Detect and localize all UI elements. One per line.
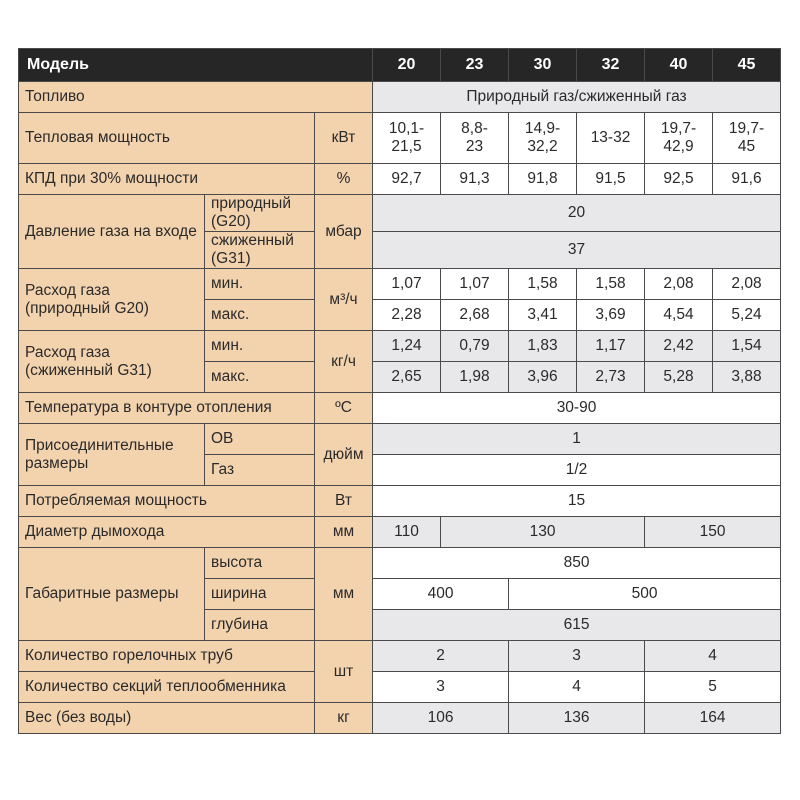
efficiency-value: 92,5 — [645, 164, 713, 195]
weight-value: 106 — [373, 703, 509, 734]
gas-flow-natural-max-value: 2,68 — [441, 300, 509, 331]
model-header: Модель — [19, 49, 373, 82]
flue-diameter-value: 110 — [373, 517, 441, 548]
dimensions-width-value: 500 — [509, 579, 781, 610]
gas-flow-natural-min-value: 2,08 — [713, 269, 781, 300]
gas-flow-natural-min-value: 1,58 — [509, 269, 577, 300]
gas-flow-natural-max-value: 5,24 — [713, 300, 781, 331]
dimensions-unit: мм — [315, 548, 373, 641]
row-flue-diameter — [19, 517, 781, 548]
row-gas-pressure-natural — [19, 195, 781, 232]
weight-unit: кг — [315, 703, 373, 734]
gas-flow-lpg-max-value: 5,28 — [645, 362, 713, 393]
gas-flow-lpg-min-value: 0,79 — [441, 331, 509, 362]
heating-temp-value: 30-90 — [373, 393, 781, 424]
heat-power-value: 19,7- 42,9 — [645, 113, 713, 164]
burner-tubes-unit: шт — [315, 641, 373, 703]
dimensions-label: Габаритные размеры — [19, 548, 205, 641]
connections-ov-label: ОВ — [205, 424, 315, 455]
power-consumption-value: 15 — [373, 486, 781, 517]
gas-flow-lpg-max-value: 2,65 — [373, 362, 441, 393]
weight-label: Вес (без воды) — [19, 703, 315, 734]
row-gas-flow-natural-min — [19, 269, 781, 300]
model-column-header: 30 — [509, 49, 577, 82]
gas-pressure-lpg-value: 37 — [373, 232, 781, 269]
gas-flow-lpg-max-value: 3,88 — [713, 362, 781, 393]
efficiency-unit: % — [315, 164, 373, 195]
connections-gas-label: Газ — [205, 455, 315, 486]
gas-flow-lpg-min-value: 1,24 — [373, 331, 441, 362]
gas-flow-natural-max-value: 2,28 — [373, 300, 441, 331]
row-fuel — [19, 82, 781, 113]
flue-diameter-unit: мм — [315, 517, 373, 548]
dimensions-width-label: ширина — [205, 579, 315, 610]
gas-flow-lpg-min-value: 1,17 — [577, 331, 645, 362]
power-consumption-label: Потребляемая мощность — [19, 486, 315, 517]
gas-flow-natural-min-value: 1,58 — [577, 269, 645, 300]
efficiency-value: 92,7 — [373, 164, 441, 195]
efficiency-label: КПД при 30% мощности — [19, 164, 315, 195]
efficiency-value: 91,8 — [509, 164, 577, 195]
fuel-value: Природный газ/сжиженный газ — [373, 82, 781, 113]
gas-flow-natural-unit: м³/ч — [315, 269, 373, 331]
gas-flow-natural-max-value: 4,54 — [645, 300, 713, 331]
weight-value: 136 — [509, 703, 645, 734]
row-weight — [19, 703, 781, 734]
specifications-table — [18, 48, 781, 734]
row-efficiency — [19, 164, 781, 195]
gas-flow-lpg-min-value: 1,54 — [713, 331, 781, 362]
heating-temp-label: Температура в контуре отопления — [19, 393, 315, 424]
dimensions-width-value: 400 — [373, 579, 509, 610]
heat-exchanger-sections-label: Количество секций теплообменника — [19, 672, 315, 703]
flue-diameter-label: Диаметр дымохода — [19, 517, 315, 548]
gas-pressure-natural-label: природный (G20) — [205, 195, 315, 232]
gas-flow-natural-min-value: 2,08 — [645, 269, 713, 300]
heat-exchanger-sections-value: 3 — [373, 672, 509, 703]
gas-flow-natural-min-value: 1,07 — [441, 269, 509, 300]
gas-flow-natural-label: Расход газа (природный G20) — [19, 269, 205, 331]
burner-tubes-value: 2 — [373, 641, 509, 672]
gas-flow-natural-max-value: 3,41 — [509, 300, 577, 331]
dimensions-height-value: 850 — [373, 548, 781, 579]
dimensions-depth-value: 615 — [373, 610, 781, 641]
connections-ov-value: 1 — [373, 424, 781, 455]
gas-flow-lpg-min-value: 2,42 — [645, 331, 713, 362]
heat-exchanger-sections-value: 4 — [509, 672, 645, 703]
efficiency-value: 91,6 — [713, 164, 781, 195]
burner-tubes-label: Количество горелочных труб — [19, 641, 315, 672]
gas-flow-natural-max-label: макс. — [205, 300, 315, 331]
heat-power-label: Тепловая мощность — [19, 113, 315, 164]
gas-flow-lpg-max-value: 2,73 — [577, 362, 645, 393]
heat-power-value: 14,9- 32,2 — [509, 113, 577, 164]
row-heating-temp — [19, 393, 781, 424]
heat-power-value: 19,7- 45 — [713, 113, 781, 164]
efficiency-value: 91,3 — [441, 164, 509, 195]
row-connections-ov — [19, 424, 781, 455]
burner-tubes-value: 3 — [509, 641, 645, 672]
row-burner-tubes — [19, 641, 781, 672]
model-column-header: 23 — [441, 49, 509, 82]
connections-label: Присоединительные размеры — [19, 424, 205, 486]
row-power-consumption — [19, 486, 781, 517]
model-column-header: 32 — [577, 49, 645, 82]
heat-power-unit: кВт — [315, 113, 373, 164]
gas-flow-lpg-max-value: 1,98 — [441, 362, 509, 393]
heat-power-value: 8,8- 23 — [441, 113, 509, 164]
burner-tubes-value: 4 — [645, 641, 781, 672]
row-dimensions-height — [19, 548, 781, 579]
gas-flow-lpg-max-label: макс. — [205, 362, 315, 393]
heat-exchanger-sections-value: 5 — [645, 672, 781, 703]
gas-flow-natural-min-value: 1,07 — [373, 269, 441, 300]
gas-flow-natural-min-label: мин. — [205, 269, 315, 300]
gas-pressure-natural-value: 20 — [373, 195, 781, 232]
gas-flow-lpg-max-value: 3,96 — [509, 362, 577, 393]
gas-flow-lpg-label: Расход газа (сжиженный G31) — [19, 331, 205, 393]
model-column-header: 40 — [645, 49, 713, 82]
row-heat-power — [19, 113, 781, 164]
gas-pressure-lpg-label: сжиженный (G31) — [205, 232, 315, 269]
heating-temp-unit: ºC — [315, 393, 373, 424]
gas-pressure-unit: мбар — [315, 195, 373, 269]
heat-power-value: 13-32 — [577, 113, 645, 164]
model-column-header: 45 — [713, 49, 781, 82]
flue-diameter-value: 150 — [645, 517, 781, 548]
gas-pressure-label: Давление газа на входе — [19, 195, 205, 269]
gas-flow-lpg-min-value: 1,83 — [509, 331, 577, 362]
connections-gas-value: 1/2 — [373, 455, 781, 486]
connections-unit: дюйм — [315, 424, 373, 486]
model-column-header: 20 — [373, 49, 441, 82]
row-gas-flow-lpg-min — [19, 331, 781, 362]
header-row — [19, 49, 781, 82]
weight-value: 164 — [645, 703, 781, 734]
row-heat-exchanger-sections — [19, 672, 781, 703]
fuel-label: Топливо — [19, 82, 373, 113]
gas-flow-lpg-min-label: мин. — [205, 331, 315, 362]
gas-flow-natural-max-value: 3,69 — [577, 300, 645, 331]
dimensions-height-label: высота — [205, 548, 315, 579]
efficiency-value: 91,5 — [577, 164, 645, 195]
flue-diameter-value: 130 — [441, 517, 645, 548]
heat-power-value: 10,1- 21,5 — [373, 113, 441, 164]
gas-flow-lpg-unit: кг/ч — [315, 331, 373, 393]
power-consumption-unit: Вт — [315, 486, 373, 517]
dimensions-depth-label: глубина — [205, 610, 315, 641]
